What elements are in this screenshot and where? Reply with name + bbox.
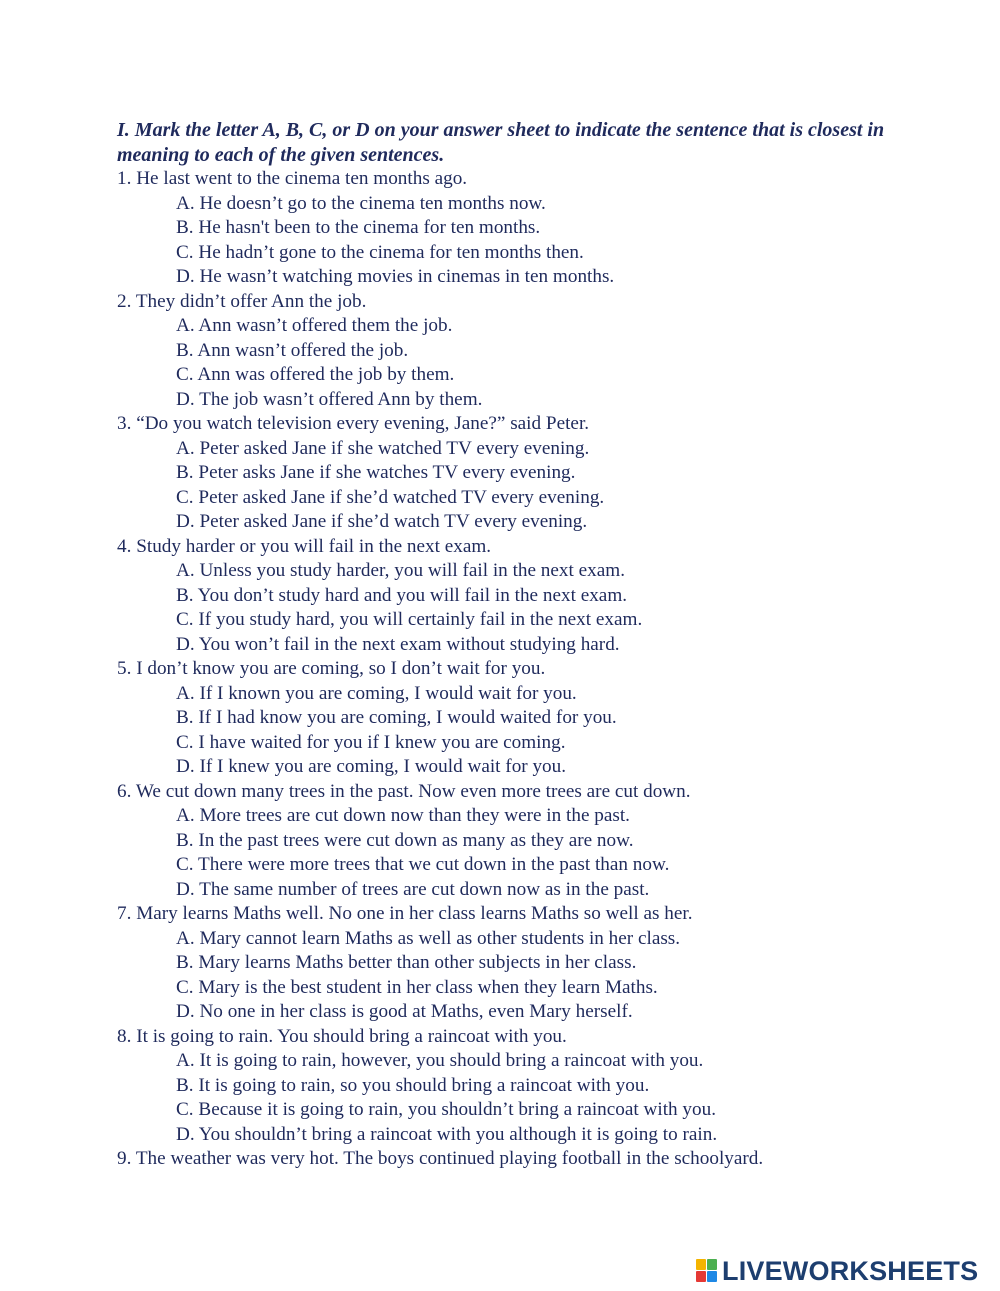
question-5-option-d: D. If I knew you are coming, I would wait for you. <box>176 756 567 777</box>
question-4-option-a: A. Unless you study harder, you will fail in the next exam. <box>176 560 625 581</box>
question-9-prompt: 9. The weather was very hot. The boys continued playing football in the schoolyard. <box>117 1148 764 1169</box>
question-2-option-b: B. Ann wasn’t offered the job. <box>176 339 409 361</box>
question-3-option-b: B. Peter asks Jane if she watches TV every evening. <box>176 462 576 483</box>
question-4-option-d: D. You won’t fail in the next exam without studying hard. <box>176 633 620 655</box>
question-5-option-b: B. If I had know you are coming, I would waited for you. <box>176 707 617 728</box>
question-8-prompt: 8. It is going to rain. You should bring a raincoat with you. <box>117 1025 567 1047</box>
question-1-option-b: B. He hasn't been to the cinema for ten months. <box>176 217 541 238</box>
question-7-option-d: D. No one in her class is good at Maths, even Mary herself. <box>176 1001 633 1022</box>
instruction-heading: I. Mark the letter A, B, C, or D on your answer sheet to indicate the sentence that is closest in meaning to each of the given sentences. <box>117 119 885 166</box>
question-1-option-c: C. He hadn’t gone to the cinema for ten months then. <box>176 241 584 263</box>
logo-square-4 <box>707 1271 717 1282</box>
question-2-option-a: A. Ann wasn’t offered them the job. <box>176 315 453 336</box>
logo-square-3 <box>696 1271 706 1282</box>
question-7-option-c: C. Mary is the best student in her class when they learn Maths. <box>176 976 658 998</box>
question-2-option-c: C. Ann was offered the job by them. <box>176 364 455 385</box>
question-8-option-c: C. Because it is going to rain, you shouldn’t bring a raincoat with you. <box>176 1099 717 1120</box>
question-2-option-d: D. The job wasn’t offered Ann by them. <box>176 388 483 410</box>
question-4-prompt: 4. Study harder or you will fail in the next exam. <box>117 535 492 557</box>
question-6-prompt: 6. We cut down many trees in the past. Now even more trees are cut down. <box>117 780 691 802</box>
liveworksheets-logo-icon <box>696 1259 718 1283</box>
question-8-option-d: D. You shouldn’t bring a raincoat with you although it is going to rain. <box>176 1123 718 1145</box>
question-7-option-a: A. Mary cannot learn Maths as well as other students in her class. <box>176 927 681 949</box>
question-5-prompt: 5. I don’t know you are coming, so I don’t wait for you. <box>117 658 546 679</box>
logo-square-1 <box>696 1259 706 1270</box>
question-5-option-a: A. If I known you are coming, I would wait for you. <box>176 682 577 704</box>
question-3-option-c: C. Peter asked Jane if she’d watched TV every evening. <box>176 486 605 508</box>
question-8-option-b: B. It is going to rain, so you should bring a raincoat with you. <box>176 1074 650 1096</box>
question-1-prompt: 1. He last went to the cinema ten months ago. <box>117 168 468 189</box>
question-3-prompt: 3. “Do you watch television every evening, Jane?” said Peter. <box>117 413 590 434</box>
question-7-option-b: B. Mary learns Maths better than other subjects in her class. <box>176 952 637 973</box>
question-8-option-a: A. It is going to rain, however, you should bring a raincoat with you. <box>176 1050 704 1071</box>
liveworksheets-logo <box>696 1254 978 1288</box>
question-6-option-d: D. The same number of trees are cut down now as in the past. <box>176 878 650 900</box>
question-1-option-a: A. He doesn’t go to the cinema ten months now. <box>176 192 546 214</box>
question-5-option-c: C. I have waited for you if I knew you are coming. <box>176 731 566 753</box>
question-7-prompt: 7. Mary learns Maths well. No one in her class learns Maths so well as her. <box>117 903 693 924</box>
question-2-prompt: 2. They didn’t offer Ann the job. <box>117 290 367 312</box>
question-6-option-b: B. In the past trees were cut down as many as they are now. <box>176 829 634 851</box>
question-6-option-c: C. There were more trees that we cut down in the past than now. <box>176 854 670 875</box>
question-4-option-c: C. If you study hard, you will certainly fail in the next exam. <box>176 609 643 630</box>
question-1-option-d: D. He wasn’t watching movies in cinemas in ten months. <box>176 266 615 287</box>
question-3-option-d: D. Peter asked Jane if she’d watch TV every evening. <box>176 511 588 532</box>
question-4-option-b: B. You don’t study hard and you will fail in the next exam. <box>176 584 628 606</box>
logo-square-2 <box>707 1259 717 1270</box>
question-6-option-a: A. More trees are cut down now than they were in the past. <box>176 805 630 826</box>
logo-text: LIVEWORKSHEETS <box>722 1255 979 1286</box>
question-3-option-a: A. Peter asked Jane if she watched TV every evening. <box>176 437 590 459</box>
